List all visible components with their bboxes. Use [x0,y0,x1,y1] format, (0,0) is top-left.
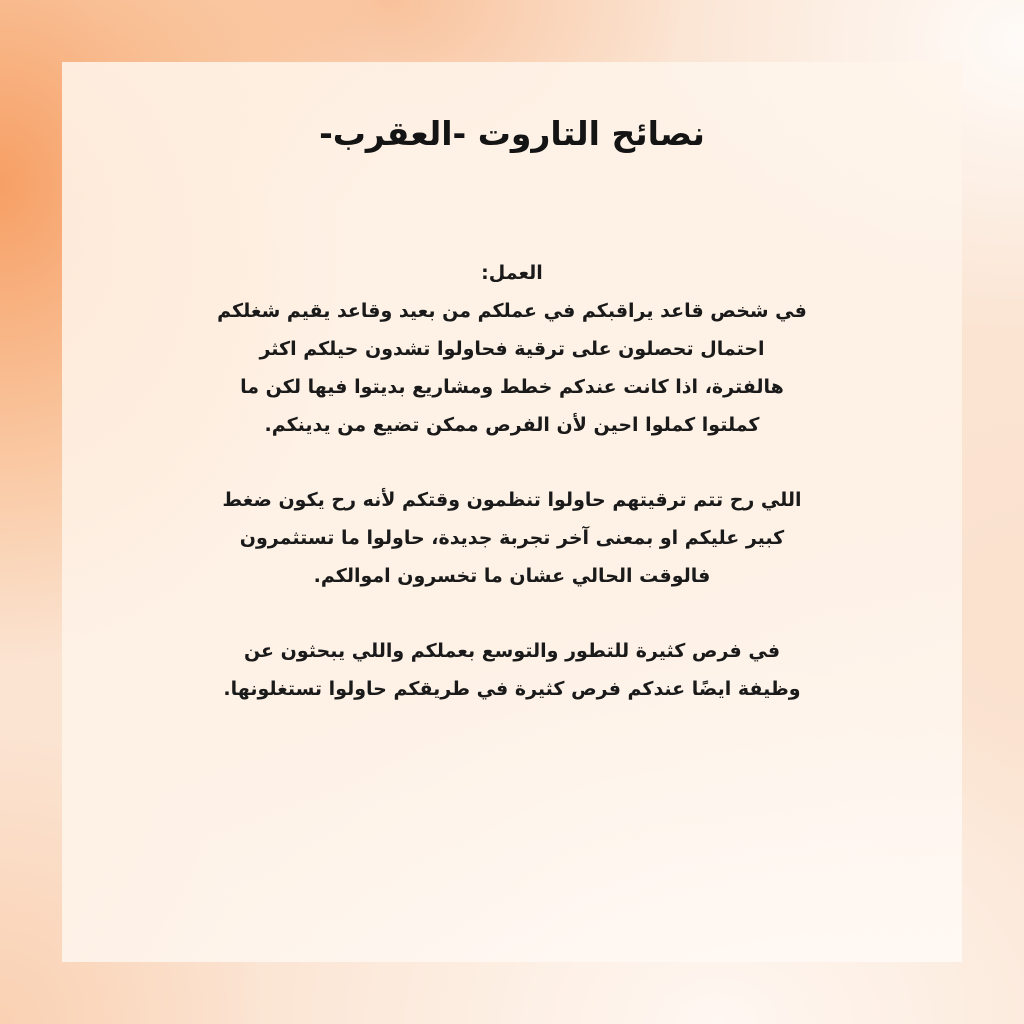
paragraph-line: كملتوا كملوا احين لأن الفرص ممكن تضيع من يدينكم. [264,414,760,436]
paragraph-line: احتمال تحصلون على ترقية فحاولوا تشدون حيلكم اكثر [259,338,765,360]
paragraph-line: اللي رح تتم ترقيتهم حاولوا تنظمون وقتكم لأنه رح يكون ضغط [222,489,802,511]
page-title: نصائح التاروت -العقرب- [319,114,705,153]
paragraph-line: وظيفة ايضًا عندكم فرص كثيرة في طريقكم حاولوا تستغلونها. [223,678,801,700]
paragraph-line: في شخص قاعد يراقبكم في عملكم من بعيد وقاعد يقيم شغلكم [217,300,807,322]
paragraph-line: في فرص كثيرة للتطور والتوسع بعملكم واللي يبحثون عن [243,640,781,662]
paragraph-gap [150,595,874,632]
paragraph-line: فالوقت الحالي عشان ما تخسرون اموالكم. [313,565,711,587]
section-heading-work: العمل: [481,262,543,284]
paragraph-gap [150,444,874,481]
paragraph-line: هالفترة، اذا كانت عندكم خطط ومشاريع بديتوا فيها لكن ما [240,376,784,398]
paragraph-line: كبير عليكم او بمعنى آخر تجربة جديدة، حاولوا ما تستثمرون [239,527,785,549]
advice-text [150,254,874,708]
